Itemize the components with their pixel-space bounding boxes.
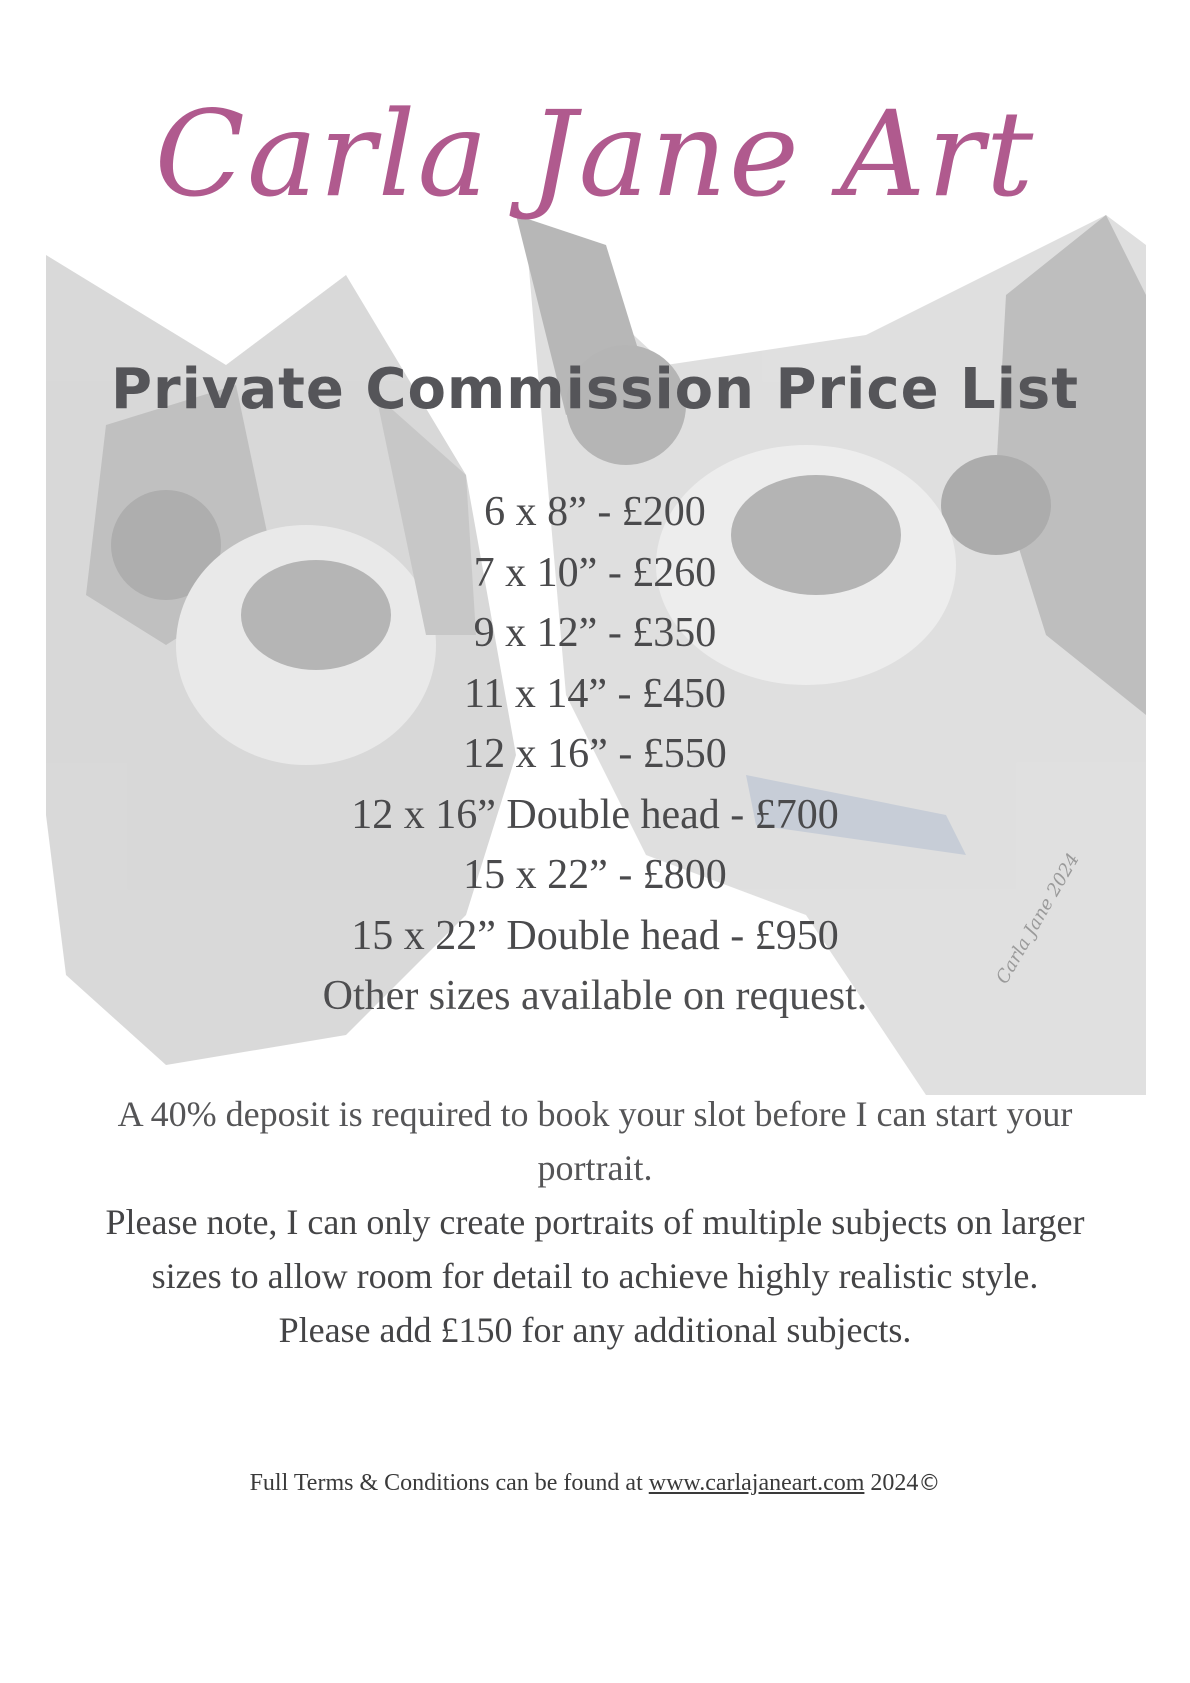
- website-link[interactable]: www.carlajaneart.com: [648, 1470, 865, 1496]
- commission-notes: [100, 1087, 1090, 1357]
- price-item: 15 x 22” Double head - £950: [351, 912, 839, 959]
- page-title: Private Commission Price List: [110, 357, 1080, 422]
- price-item: 15 x 22” - £800: [463, 852, 727, 898]
- deposit-note: A 40% deposit is required to book your slot before I can start your portrait.: [117, 1094, 1073, 1188]
- copyright-icon: ©: [918, 1471, 941, 1496]
- svg-text:Carla Jane 2024: Carla Jane 2024: [992, 849, 1084, 988]
- additional-subjects-note: Please add £150 for any additional subjects.: [278, 1310, 912, 1350]
- price-item: 12 x 16” - £550: [463, 731, 727, 777]
- price-item: 7 x 10” - £260: [473, 549, 717, 596]
- price-item: 12 x 16” Double head - £700: [351, 791, 839, 838]
- price-item: 9 x 12” - £350: [473, 610, 717, 656]
- copyright-year: 2024: [870, 1470, 919, 1496]
- price-item: 11 x 14” - £450: [463, 670, 727, 717]
- terms-text: Full Terms & Conditions can be found at: [249, 1470, 643, 1496]
- price-list: [0, 482, 1190, 1027]
- other-sizes-note: Other sizes available on request.: [322, 973, 868, 1019]
- footer: [0, 1470, 1190, 1497]
- brand-logo: Carla Jane Art: [154, 85, 1036, 223]
- multiple-subjects-note: Please note, I can only create portraits of multiple subjects on larger sizes to allow room for detail to achieve highly realistic style.: [105, 1202, 1085, 1296]
- price-item: 6 x 8” - £200: [484, 489, 706, 535]
